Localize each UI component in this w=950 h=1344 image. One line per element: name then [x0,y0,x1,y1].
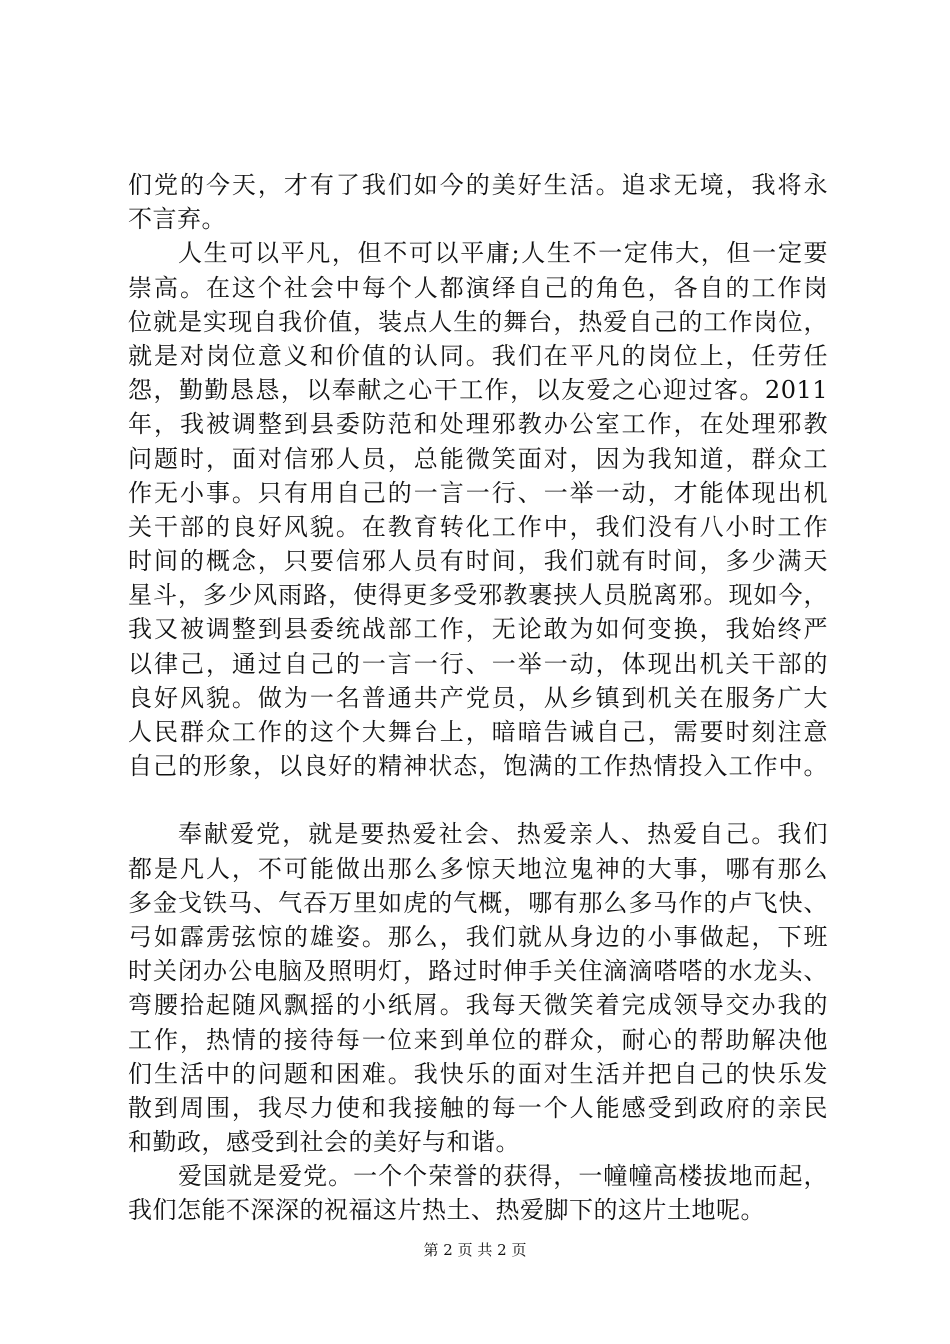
text-line: 时间的概念，只要信邪人员有时间，我们就有时间，多少满天 [128,547,828,576]
text-line: 问题时，面对信邪人员，总能微笑面对，因为我知道，群众工 [128,444,828,473]
text-line: 关干部的良好风貌。在教育转化工作中，我们没有八小时工作 [128,512,828,541]
paragraph-2 [128,236,828,783]
text-line: 人生可以平凡，但不可以平庸;人生不一定伟大，但一定要 [178,239,828,268]
paragraph-spacer [128,783,828,817]
text-line: 以律己，通过自己的一言一行、一举一动，体现出机关干部的 [128,649,828,678]
text-line: 都是凡人，不可能做出那么多惊天地泣鬼神的大事，哪有那么 [128,854,828,883]
text-line: 作无小事。只有用自己的一言一行、一举一动，才能体现出机 [128,478,828,507]
text-line: 工作，热情的接待每一位来到单位的群众，耐心的帮助解决他 [128,1025,828,1054]
text-line: 我们怎能不深深的祝福这片热土、热爱脚下的这片土地呢。 [128,1196,765,1225]
document-body [128,168,828,1228]
text-line: 年，我被调整到县委防范和处理邪教办公室工作，在处理邪教 [128,410,828,439]
text-line: 不言弃。 [128,205,226,234]
text-line: 位就是实现自我价值，装点人生的舞台，热爱自己的工作岗位， [128,307,828,336]
text-line: 就是对岗位意义和价值的认同。我们在平凡的岗位上，任劳任 [128,341,828,370]
page-footer: 第 2 页 共 2 页 [423,1241,527,1259]
text-line: 们党的今天，才有了我们如今的美好生活。追求无境，我将永 [128,171,828,199]
text-line: 们生活中的问题和困难。我快乐的面对生活并把自己的快乐发 [128,1059,828,1088]
text-line: 弯腰拾起随风飘摇的小纸屑。我每天微笑着完成领导交办我的 [128,991,828,1020]
text-line: 散到周围，我尽力使和我接触的每一个人能感受到政府的亲民 [128,1093,828,1122]
text-line: 和勤政，感受到社会的美好与和谐。 [128,1128,520,1157]
text-line: 星斗，多少风雨路，使得更多受邪教裹挟人员脱离邪。现如今， [128,581,828,610]
text-line: 多金戈铁马、气吞万里如虎的气概，哪有那么多马作的卢飞快、 [128,888,828,917]
paragraph-1 [128,168,828,236]
text-line: 弓如霹雳弦惊的雄姿。那么，我们就从身边的小事做起，下班 [128,922,828,951]
text-line: 良好风貌。做为一名普通共产党员，从乡镇到机关在服务广大 [128,683,828,712]
text-line: 奉献爱党，就是要热爱社会、热爱亲人、热爱自己。我们 [178,820,828,849]
text-line: 时关闭办公电脑及照明灯，路过时伸手关住滴滴嗒嗒的水龙头、 [128,957,828,986]
text-line: 怨，勤勤恳恳，以奉献之心干工作，以友爱之心迎过客。2011 [128,376,828,405]
text-line: 爱国就是爱党。一个个荣誉的获得，一幢幢高楼拔地而起， [178,1162,828,1191]
text-line: 崇高。在这个社会中每个人都演绎自己的角色，各自的工作岗 [128,273,828,302]
text-line: 自己的形象，以良好的精神状态，饱满的工作热情投入工作中。 [128,752,828,781]
paragraph-4 [128,1159,828,1227]
text-line: 我又被调整到县委统战部工作，无论敢为如何变换，我始终严 [128,615,828,644]
paragraph-3 [128,817,828,1159]
text-line: 人民群众工作的这个大舞台上，暗暗告诫自己，需要时刻注意 [128,718,828,746]
